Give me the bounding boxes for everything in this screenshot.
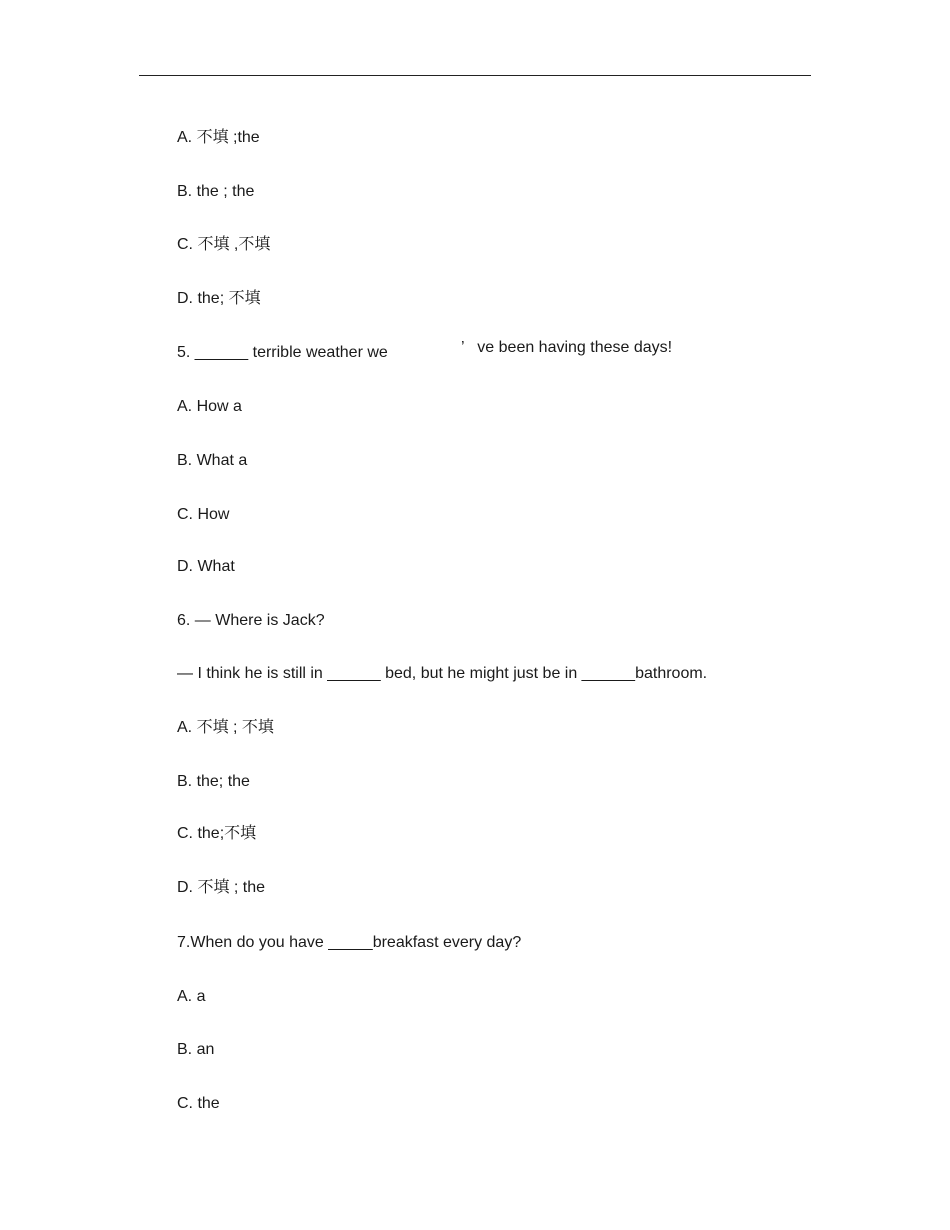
q5-stem-start: 5. ______ terrible weather we bbox=[177, 344, 388, 361]
q6-option-b: B. the; the bbox=[177, 773, 250, 790]
q4-option-a: A. 不填 ;the bbox=[177, 129, 260, 146]
q5-option-b: B. What a bbox=[177, 452, 248, 469]
q5-option-a: A. How a bbox=[177, 398, 242, 415]
q4-option-b: B. the ; the bbox=[177, 183, 255, 200]
q6-option-d: D. 不填 ; the bbox=[177, 879, 266, 896]
q6-reply: — I think he is still in ______ bed, but he might just be in ______bathroom. bbox=[177, 665, 708, 682]
header-rule bbox=[139, 75, 811, 76]
q5-option-d: D. What bbox=[177, 558, 235, 575]
q6-option-c: C. the;不填 bbox=[177, 825, 257, 842]
q7-stem: 7.When do you have _____breakfast every day? bbox=[177, 934, 522, 951]
q4-option-d: D. the; 不填 bbox=[177, 290, 261, 307]
q5-option-c: C. How bbox=[177, 506, 230, 523]
q4-option-c: C. 不填 ,不填 bbox=[177, 236, 271, 253]
q5-stem-end: ’ ve been having these days! bbox=[461, 339, 673, 356]
q7-option-b: B. an bbox=[177, 1041, 215, 1058]
q7-option-a: A. a bbox=[177, 988, 206, 1005]
q6-option-a: A. 不填 ; 不填 bbox=[177, 719, 274, 736]
q7-option-c: C. the bbox=[177, 1095, 220, 1112]
q6-stem: 6. — Where is Jack? bbox=[177, 612, 325, 629]
